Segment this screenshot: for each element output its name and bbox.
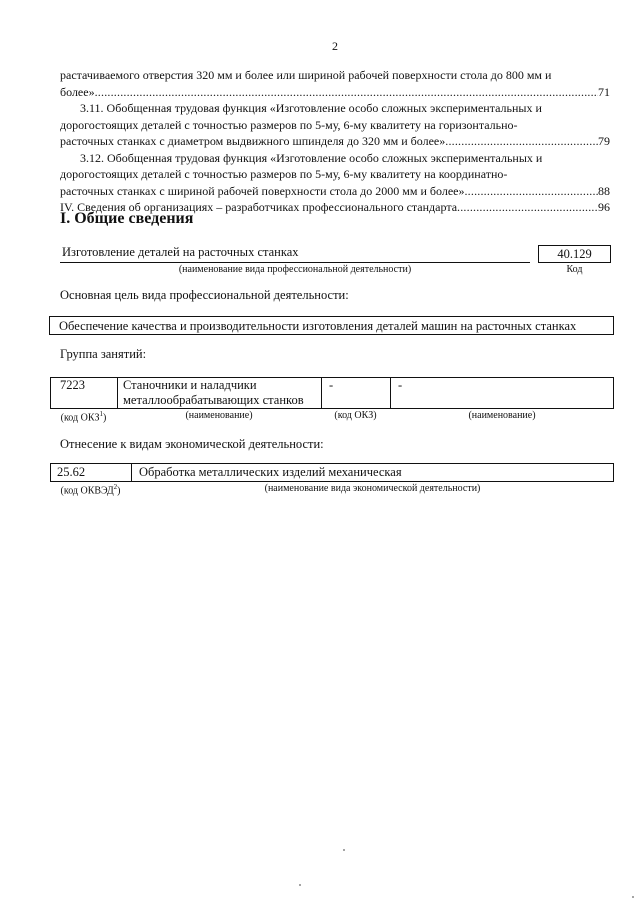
- activity-code: 40.129: [557, 247, 592, 261]
- goal-box: [49, 316, 614, 335]
- scan-speck: [343, 849, 345, 851]
- activity-code-box: [538, 245, 611, 263]
- okz-code2-caption: (код ОКЗ): [334, 410, 377, 421]
- toc-entry-text: расточных станках с диаметром выдвижного шпинделя до 320 мм и более»: [60, 134, 446, 148]
- toc-entry-page: 79: [598, 134, 610, 148]
- toc-line: дорогостоящих деталей с точностью размеров по 5-му, 6-му квалитету на координатно-: [60, 167, 508, 181]
- toc-line: растачиваемого отверстия 320 мм и более или шириной рабочей поверхности стола до 800 мм и: [60, 68, 552, 82]
- group-divider: [390, 377, 391, 409]
- toc-entry[interactable]: [60, 183, 610, 200]
- econ-label: Отнесение к видам экономической деятельности:: [60, 437, 324, 451]
- activity-caption: (наименование вида профессиональной деятельности): [178, 264, 412, 275]
- toc-line: дорогостоящих деталей с точностью размеров по 5-му, 6-му квалитету на горизонтально-: [60, 117, 518, 132]
- toc-leader: [457, 199, 598, 216]
- toc-entry[interactable]: [60, 84, 610, 101]
- okz-code-2: -: [329, 378, 334, 392]
- okved-name-caption: (наименование вида экономической деятельности): [264, 483, 481, 494]
- toc-line: 3.11. Обобщенная трудовая функция «Изготовление особо сложных экспериментальных и: [80, 101, 542, 115]
- toc-entry-text: IV. Сведения об организациях – разработчиках профессионального стандарта: [60, 200, 458, 214]
- okz-name-caption: (наименование): [185, 410, 253, 421]
- scan-speck: [299, 884, 301, 886]
- okz-code: 7223: [60, 378, 85, 392]
- goal-text: Обеспечение качества и производительности изготовления деталей машин на расточных станках: [59, 319, 577, 333]
- okved-code: 25.62: [57, 465, 86, 479]
- page-number: 2: [332, 39, 338, 53]
- group-label: Группа занятий:: [60, 347, 147, 361]
- toc-entry-text: более»: [60, 84, 95, 99]
- toc-entry-page: 71: [598, 84, 610, 99]
- scan-speck: [632, 896, 634, 898]
- toc-leader: [464, 183, 598, 200]
- okz-name2-caption: (наименование): [468, 410, 536, 421]
- code-caption: Код: [566, 264, 583, 275]
- group-divider: [321, 377, 322, 409]
- toc-line: 3.12. Обобщенная трудовая функция «Изготовление особо сложных экспериментальных и: [80, 150, 543, 165]
- toc-leader: [445, 133, 598, 150]
- toc-leader: [95, 84, 598, 101]
- table-of-contents: [60, 67, 610, 216]
- okz-name: Станочники и наладчики металлообрабатывающих станков: [123, 378, 304, 407]
- section-heading: I. Общие сведения: [60, 210, 194, 227]
- goal-label: Основная цель вида профессиональной деятельности:: [60, 288, 349, 302]
- okved-code-caption: (код ОКВЭД$^2$): [60, 483, 121, 497]
- group-divider: [117, 377, 118, 409]
- okved-name: Обработка металлических изделий механическая: [139, 465, 402, 479]
- toc-entry-page: 96: [598, 200, 610, 214]
- okz-name-2: -: [398, 378, 403, 392]
- toc-entry-text: расточных станках с шириной рабочей поверхности стола до 2000 мм и более»: [60, 183, 465, 198]
- toc-entry[interactable]: [60, 133, 610, 150]
- activity-underline: [60, 262, 530, 263]
- toc-entry-page: 88: [598, 183, 610, 198]
- activity-name: Изготовление деталей на расточных станках: [62, 245, 299, 259]
- okz-code-caption: (код ОКЗ$^1$): [60, 410, 107, 424]
- econ-divider: [131, 463, 132, 482]
